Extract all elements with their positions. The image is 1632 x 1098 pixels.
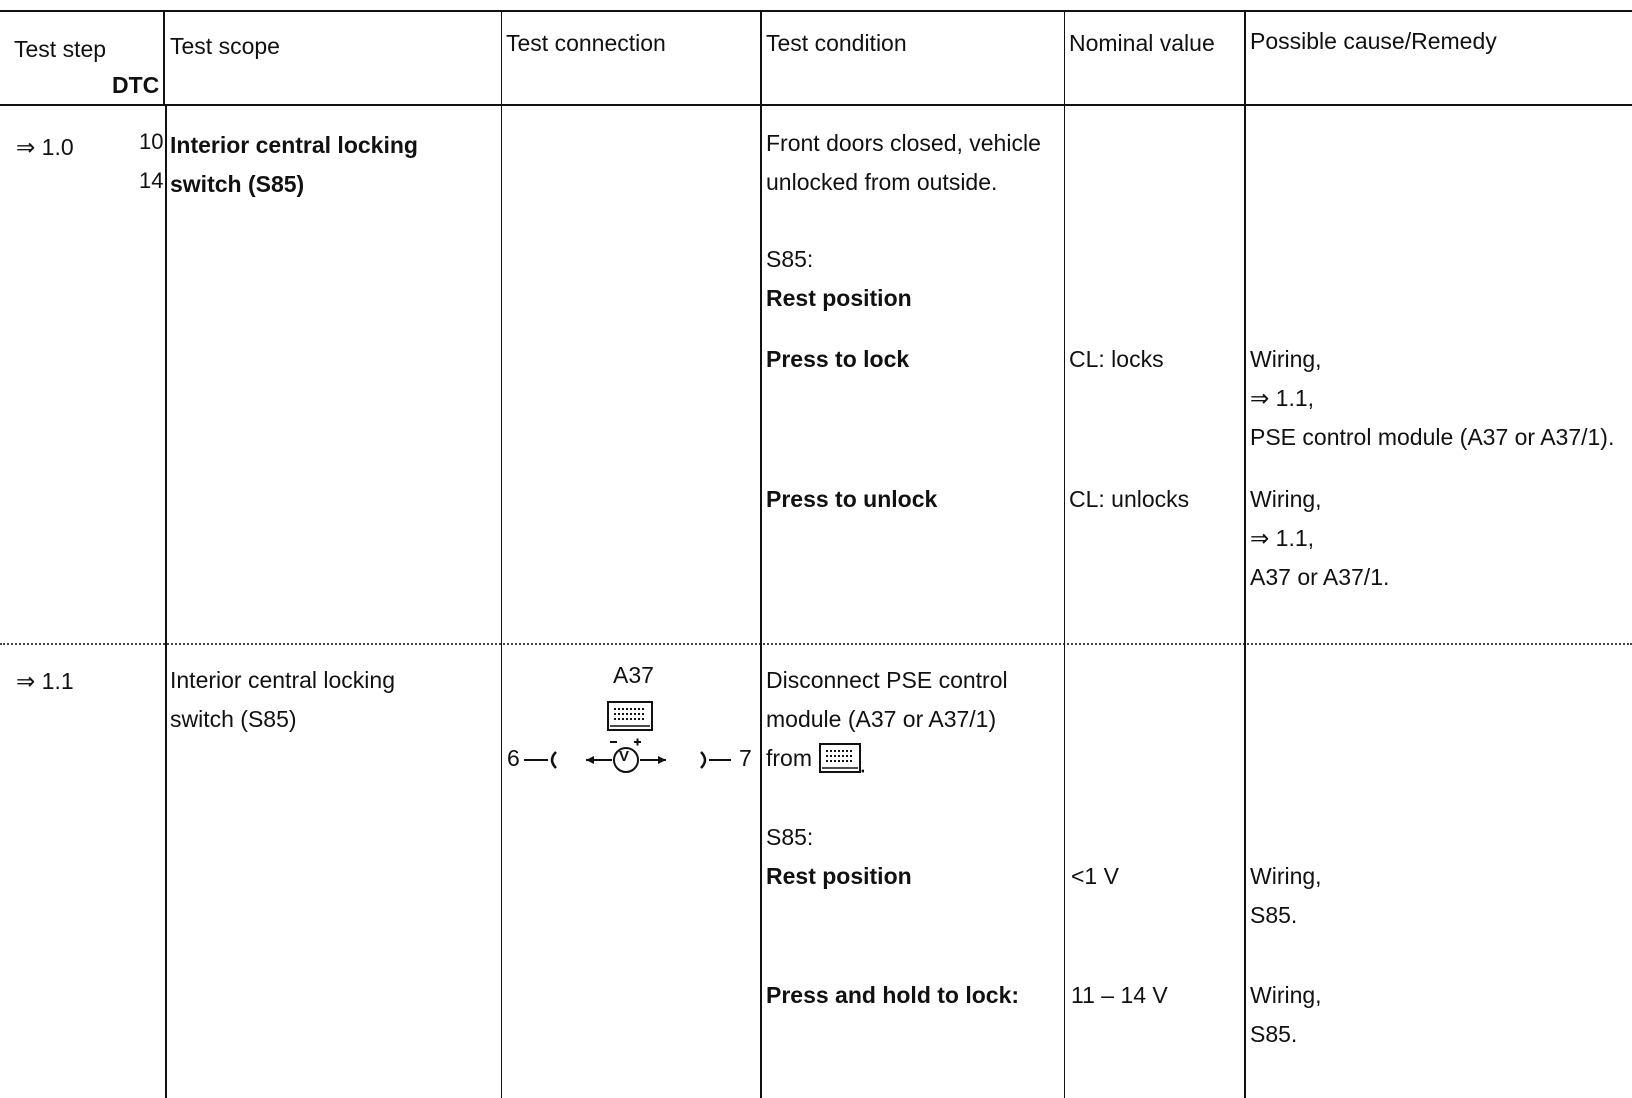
remedy-unlock-line3: A37 or A37/1. <box>1250 564 1390 590</box>
condition-1-1-rest: Rest position <box>766 863 912 889</box>
connection-pin-right: 7 <box>739 745 752 771</box>
nominal-rest-voltage: <1 V <box>1071 863 1119 889</box>
remedy-rest-line1: Wiring, <box>1250 863 1322 889</box>
condition-press-lock: Press to lock <box>766 346 910 372</box>
probe-right-icon <box>697 748 733 772</box>
connector-module-icon <box>606 700 654 732</box>
nominal-cl-unlocks: CL: unlocks <box>1069 486 1190 512</box>
scope-1-1-line1: Interior central locking <box>170 667 395 693</box>
remedy-unlock-line1: Wiring, <box>1250 486 1322 512</box>
remedy-hold-line2: S85. <box>1250 1021 1298 1047</box>
condition-press-unlock: Press to unlock <box>766 486 938 512</box>
col-divider-dtc <box>163 10 165 105</box>
condition-1-0-switch: S85: <box>766 246 814 272</box>
scope-1-0-line2: switch (S85) <box>170 171 305 197</box>
condition-1-0-line2: unlocked from outside. <box>766 169 998 195</box>
header-nominal-value: Nominal value <box>1069 30 1215 56</box>
remedy-hold-line1: Wiring, <box>1250 982 1322 1008</box>
connection-pin-left: 6 <box>507 745 520 771</box>
col-divider-connection <box>501 10 502 1098</box>
step-1-0: ⇒ 1.0 <box>16 134 74 160</box>
voltmeter-symbol: V <box>619 748 630 765</box>
connection-module-label: A37 <box>613 662 654 688</box>
nominal-cl-locks: CL: locks <box>1069 346 1164 372</box>
remedy-lock-line3: PSE control module (A37 or A37/1). <box>1250 424 1615 450</box>
condition-1-1-line3: from <box>766 745 812 771</box>
condition-1-0-rest: Rest position <box>766 285 912 311</box>
dtc-code-14: 14 <box>139 168 164 193</box>
header-test-scope: Test scope <box>170 33 280 59</box>
remedy-lock-line1: Wiring, <box>1250 346 1322 372</box>
header-dtc: DTC <box>112 72 160 98</box>
scope-1-1-line2: switch (S85) <box>170 706 297 732</box>
col-divider-condition <box>760 10 762 1098</box>
condition-press-hold-lock: Press and hold to lock: <box>766 982 1020 1008</box>
header-possible-cause: Possible cause/Remedy <box>1250 28 1497 54</box>
probe-left-icon <box>522 748 560 772</box>
step-1-1: ⇒ 1.1 <box>16 668 74 694</box>
header-test-connection: Test connection <box>506 30 666 56</box>
col-divider-remedy <box>1244 10 1246 1098</box>
condition-1-0-line1: Front doors closed, vehicle <box>766 130 1041 156</box>
scope-1-0-line1: Interior central locking <box>170 132 418 158</box>
nominal-hold-voltage: 11 – 14 V <box>1071 982 1168 1008</box>
remedy-lock-line2: ⇒ 1.1, <box>1250 385 1315 411</box>
dtc-code-10: 10 <box>139 129 164 154</box>
top-rule <box>0 10 1632 12</box>
header-test-condition: Test condition <box>766 30 907 56</box>
condition-1-1-line1: Disconnect PSE control <box>766 667 1008 693</box>
condition-1-1-switch: S85: <box>766 824 814 850</box>
remedy-unlock-line2: ⇒ 1.1, <box>1250 525 1315 551</box>
connector-inline-icon <box>818 742 864 774</box>
header-rule <box>0 104 1632 106</box>
col-divider-nominal <box>1064 10 1065 1098</box>
condition-1-1-line2: module (A37 or A37/1) <box>766 706 997 732</box>
row-divider <box>0 643 1632 645</box>
col-divider-scope <box>165 104 167 1098</box>
header-test-step: Test step <box>14 36 107 62</box>
remedy-rest-line2: S85. <box>1250 902 1298 928</box>
